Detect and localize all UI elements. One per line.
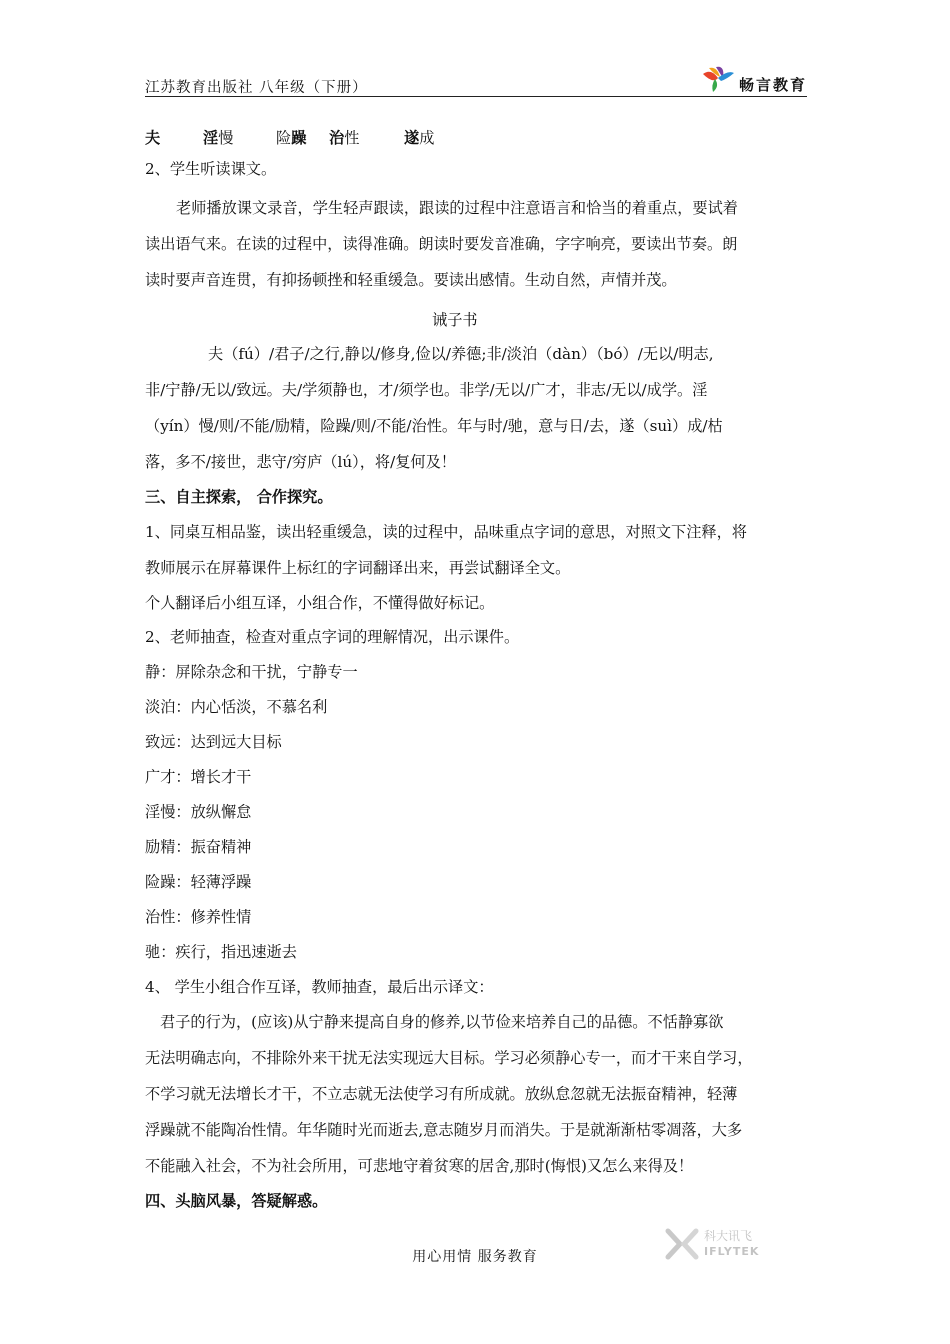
definition-item: 淡泊：内心恬淡，不慕名利: [145, 698, 328, 716]
brand: [701, 64, 807, 94]
definition-item: 静：屏除杂念和干扰，宁静专一: [145, 663, 358, 681]
step-2-heading: 2、学生听读课文。: [145, 160, 277, 178]
definition-item: 广才：增长才干: [145, 768, 252, 786]
section-4-heading: 四、头脑风暴，答疑解惑。: [145, 1192, 328, 1210]
definition-item: 淫慢：放纵懈怠: [145, 803, 252, 821]
keyword-fu: 夫: [145, 129, 161, 147]
keyword-suicheng: 遂成: [404, 129, 435, 147]
translation-line: 不学习就无法增长才干，不立志就无法使学习有所成就。放纵怠忽就无法振奋精神，轻薄: [145, 1085, 738, 1103]
definition-item: 险躁：轻薄浮躁: [145, 873, 252, 891]
section-3-heading: 三、自主探索， 合作探究。: [145, 488, 333, 506]
publisher-title: 江苏教育出版社 八年级（下册）: [145, 80, 368, 96]
iflytek-cn: 科大讯飞: [704, 1229, 753, 1243]
translation-line: 君子的行为，(应该)从宁静来提高自身的修养,以节俭来培养自己的品德。不恬静寡欲: [160, 1013, 724, 1031]
poem-line: 夫（fú）/君子/之行,静以/修身,俭以/养德;非/淡泊（dàn）（bó）/无以/明志,: [208, 345, 714, 363]
step-4-heading: 4、 学生小组合作互译，教师抽查，最后出示译文：: [145, 978, 494, 996]
translation-line: 无法明确志向，不排除外来干扰无法实现远大目标。学习必须静心专一，而才干来自学习，: [145, 1049, 753, 1067]
iflytek-en: IFLYTEK: [704, 1245, 760, 1258]
definition-item: 治性：修养性情: [145, 908, 252, 926]
paragraph-line: 读出语气来。在读的过程中，读得准确。朗读时要发音准确，字字响亮，要读出节奏。朗: [145, 235, 738, 253]
paragraph-line: 1、同桌互相品鉴，读出轻重缓急，读的过程中，品味重点字词的意思，对照文下注释，将: [145, 523, 747, 541]
brand-name: 畅言教育: [738, 75, 807, 94]
poem-line: 非/宁静/无以/致远。夫/学须静也，才/须学也。非学/无以/广才，非志/无以/成学。淫: [145, 381, 708, 399]
poem-title: 诫子书: [432, 311, 478, 329]
definition-item: 致远：达到远大目标: [145, 733, 282, 751]
paragraph-line: 读时要声音连贯，有抑扬顿挫和轻重缓急。要读出感情。生动自然，声情并茂。: [145, 271, 677, 289]
paragraph-line: 教师展示在屏幕课件上标红的字词翻译出来，再尝试翻译全文。: [145, 559, 571, 577]
poem-line: 落，多不/接世，悲守/穷庐（lú），将/复何及！: [145, 453, 456, 471]
definition-item: 励精：振奋精神: [145, 838, 252, 856]
page-footer: 用心用情 服务教育: [412, 1249, 538, 1265]
header-divider: [145, 96, 807, 97]
definition-item: 驰：疾行，指迅速逝去: [145, 943, 297, 961]
bird-logo-icon: [701, 64, 735, 94]
paragraph-line: 老师播放课文录音，学生轻声跟读，跟读的过程中注意语言和恰当的着重点，要试着: [176, 199, 738, 217]
document-body: [145, 124, 809, 1218]
translation-line: 浮躁就不能陶冶性情。年华随时光而逝去,意志随岁月而消失。于是就渐渐枯零凋落，大多: [145, 1121, 743, 1139]
keyword-yinman: 淫慢: [203, 129, 234, 147]
paragraph-line: 个人翻译后小组互译，小组合作，不懂得做好标记。: [145, 594, 495, 612]
paragraph-line: 2、老师抽查，检查对重点字词的理解情况，出示课件。: [145, 628, 520, 646]
keyword-xianzao: 险躁: [276, 129, 307, 147]
page-header: [145, 70, 807, 96]
translation-line: 不能融入社会，不为社会所用，可悲地守着贫寒的居舍,那时(悔恨)又怎么来得及！: [145, 1157, 694, 1175]
keyword-row: [145, 124, 809, 152]
keyword-zhixing: 治性: [329, 129, 360, 147]
poem-line: （yín）慢/则/不能/励精，险躁/则/不能/治性。年与时/驰，意与日/去，遂（suì）成/枯: [145, 417, 723, 435]
